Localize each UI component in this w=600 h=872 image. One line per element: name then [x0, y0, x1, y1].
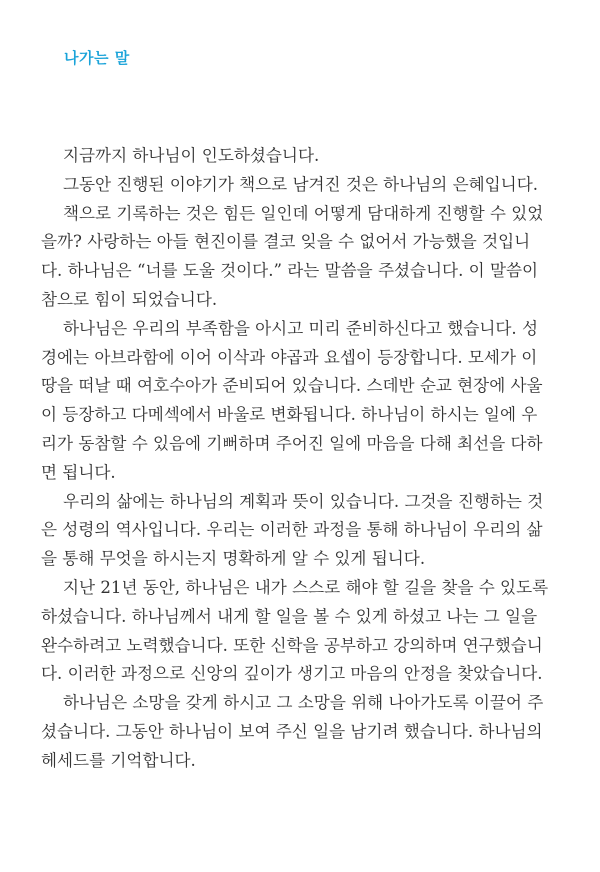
- text-line: 참으로 힘이 되었습니다.: [41, 289, 218, 309]
- text-line: 헤세드를 기억합니다.: [41, 750, 196, 770]
- text-line: 하나님은 소망을 갖게 하시고 그 소망을 위해 나아가도록 이끌어 주: [63, 693, 544, 713]
- text-line: 우리의 삶에는 하나님의 계획과 뜻이 있습니다. 그것을 진행하는 것: [63, 491, 544, 511]
- text-line: 완수하려고 노력했습니다. 또한 신학을 공부하고 강의하며 연구했습니: [41, 635, 543, 655]
- text-line: 그동안 진행된 이야기가 책으로 남겨진 것은 하나님의 은혜입니다.: [63, 174, 538, 194]
- section-title: 나가는 말: [64, 49, 130, 67]
- text-line: 을 통해 무엇을 하시는지 명확하게 알 수 있게 됩니다.: [41, 549, 426, 569]
- text-line: 하셨습니다. 하나님께서 내게 할 일을 볼 수 있게 하셨고 나는 그 일을: [41, 606, 538, 626]
- text-line: 은 성령의 역사입니다. 우리는 이러한 과정을 통해 하나님이 우리의 삶: [41, 520, 543, 540]
- text-line: 지난 21년 동안, 하나님은 내가 스스로 해야 할 길을 찾을 수 있도록: [63, 577, 549, 597]
- body-text: [41, 142, 561, 776]
- text-line: 땅을 떠날 때 여호수아가 준비되어 있습니다. 스데반 순교 현장에 사울: [41, 376, 543, 396]
- text-line: 지금까지 하나님이 인도하셨습니다.: [63, 146, 320, 165]
- text-line: 이 등장하고 다메섹에서 바울로 변화됩니다. 하나님이 하시는 일에 우: [41, 405, 538, 425]
- text-line: 셨습니다. 그동안 하나님이 보여 주신 일을 남기려 했습니다. 하나님의: [41, 721, 543, 741]
- text-line: 경에는 아브라함에 이어 이삭과 야곱과 요셉이 등장합니다. 모세가 이: [41, 347, 538, 367]
- text-line: 을까? 사랑하는 아들 현진이를 결코 잊을 수 없어서 가능했을 것입니: [41, 232, 531, 252]
- text-line: 면 됩니다.: [41, 462, 116, 482]
- text-line: 책으로 기록하는 것은 힘든 일인데 어떻게 담대하게 진행할 수 있었: [63, 203, 544, 223]
- text-line: 다. 하나님은 “너를 도울 것이다.” 라는 말씀을 주셨습니다. 이 말씀이: [41, 261, 539, 281]
- text-line: 하나님은 우리의 부족함을 아시고 미리 준비하신다고 했습니다. 성: [63, 318, 538, 338]
- text-line: 리가 동참할 수 있음에 기뻐하며 주어진 일에 마음을 다해 최선을 다하: [41, 433, 543, 453]
- text-line: 다. 이러한 과정으로 신앙의 깊이가 생기고 마음의 안정을 찾았습니다.: [41, 664, 543, 684]
